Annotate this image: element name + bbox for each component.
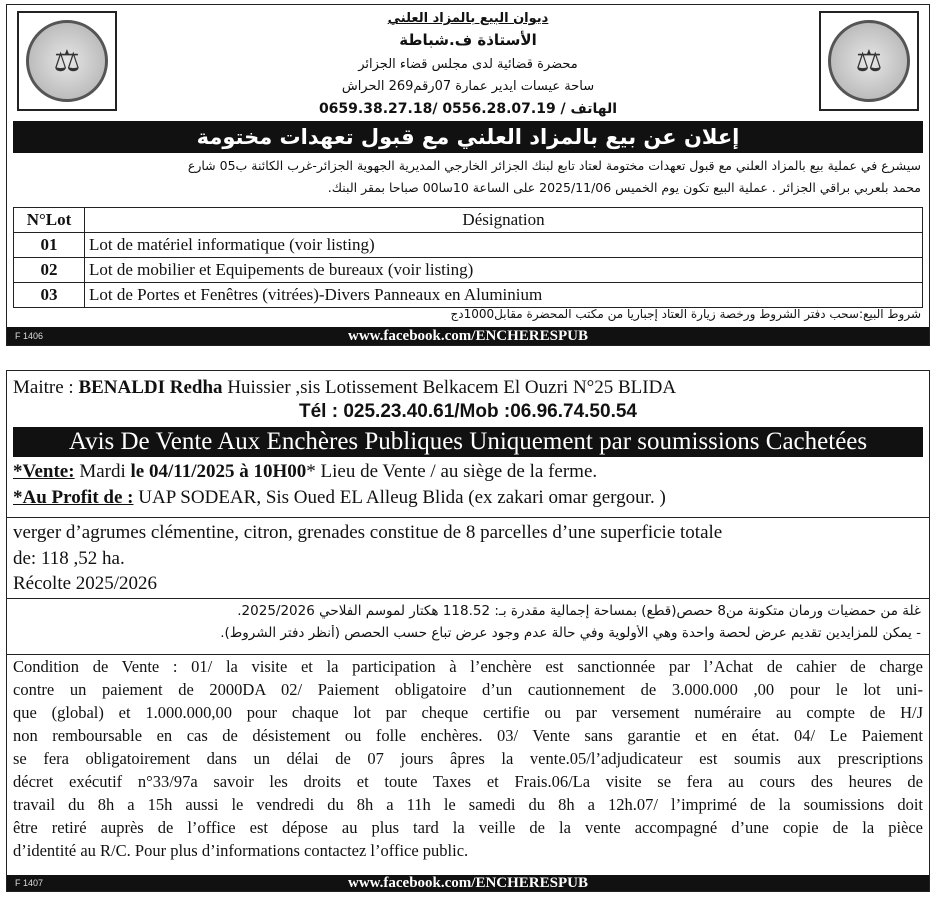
beneficiary-label: *Au Profit de : (13, 487, 134, 508)
description-line: verger d’agrumes clémentine, citron, grenades constitue de 8 parcelles d’une superficie totale (13, 522, 723, 543)
sale-date-line (13, 461, 597, 483)
office-phone: الهاتف / 0556.28.07.19 /0659.38.27.18 (318, 101, 618, 117)
office-address: ساحة عيسات ايدير عمارة 07رقم269 الحراش (341, 79, 595, 94)
column-header-designation: Désignation (85, 208, 923, 233)
arabic-description-box (7, 599, 929, 655)
condition-line: être retiré auprès de l’office est dépose au plus tard la veille de la vente accompagné d’une copie de la pièce (13, 818, 923, 837)
description-line: de: 118 ,52 ha. (13, 548, 125, 569)
auction-notice-2 (6, 370, 930, 892)
notice-banner-title: Avis De Vente Aux Enchères Publiques Uniquement par soumissions Cachetées (13, 427, 923, 457)
condition-line: que (global) et 1.000.000,00 pour chaque lot par cheque certifie ou par versement numéraire au compte de H/J (13, 703, 923, 722)
auction-notice-1 (6, 4, 930, 346)
lot-designation: Lot de mobilier et Equipements de bureaux (voir listing) (85, 258, 923, 283)
maitre-prefix: Maitre : (13, 377, 79, 398)
table-header-row (14, 208, 923, 233)
lot-designation: Lot de matériel informatique (voir listing) (85, 233, 923, 258)
condition-line: décret exécutif n°33/97a savoir les droits et toute Taxes et Frais.06/La visite se fera au cours des heures de (13, 772, 923, 791)
bailiff-name: BENALDI Redha (78, 377, 223, 398)
lot-number: 01 (14, 233, 85, 258)
condition-line: travail du 8h a 15h aussi le vendredi du 8h a 11h le samedi du 8h a 12h.07/ l’imprimé de la soumissions doit (13, 795, 923, 814)
lot-designation: Lot de Portes et Fenêtres (vitrées)-Divers Panneaux en Aluminium (85, 283, 923, 308)
table-row (14, 233, 923, 258)
lot-number: 02 (14, 258, 85, 283)
notice-body-line: محمد بلعربي براقي الجزائر . عملية البيع تكون يوم الخميس 2025/11/06 على الساعة 10سا00 صباحا بمقر البنك. (327, 180, 921, 195)
footer-facebook-link[interactable]: www.facebook.com/ENCHERESPUB (7, 875, 929, 891)
condition-line: se fera obligatoirement dans un délai de 07 jours âpres la vente.05/l’adjudicateur est soumis aux prescriptions (13, 749, 923, 768)
scales-of-justice-seal-icon: ⚖ (819, 11, 919, 111)
sale-day: Mardi (74, 461, 131, 482)
ad-code: F 1407 (15, 878, 44, 888)
lot-description-box (7, 517, 929, 599)
ad-code: F 1406 (15, 331, 44, 341)
beneficiary-text: UAP SODEAR, Sis Oued EL Alleug Blida (ex zakari omar gergour. ) (133, 487, 666, 508)
arabic-description-line: غلة من حمضيات ورمان متكونة من8 حصص(قطع) بمساحة إجمالية مقدرة بـ: 118.52 هكتار لموسم الفلاحي 2025/2026. (237, 603, 921, 619)
condition-line: contre un paiement de 2000DA 02/ Paiement obligatoire d’un cautionnement de 3.000.000 ,00 pour le lot uni- (13, 680, 923, 699)
table-row (14, 283, 923, 308)
notice-banner-title: إعلان عن بيع بالمزاد العلني مع قبول تعهدات مختومة (13, 121, 923, 153)
column-header-lot: N°Lot (14, 208, 85, 233)
arabic-description-line: - يمكن للمزايدين تقديم عرض لحصة واحدة وهي الأولوية وفي حالة عدم وجود عرض تباع حسب الحصص (أنظر دفتر الشروط). (220, 625, 921, 641)
bailiff-phone: Tél : 025.23.40.61/Mob :06.96.74.50.54 (299, 401, 637, 422)
description-line: Récolte 2025/2026 (13, 573, 158, 594)
sale-label: *Vente: (13, 461, 75, 482)
scales-of-justice-seal-icon: ⚖ (17, 11, 117, 111)
sale-terms: شروط البيع:سحب دفتر الشروط ورخصة زيارة العتاد إجباريا من مكتب المحضرة مقابل1000دج (450, 307, 921, 321)
bailiff-name: الأستاذة ف.شباطة (399, 31, 537, 49)
condition-line: Condition de Vente : 01/ la visite et la participation à l’enchère est sanctionnée par l’Achat de cahier de charge (13, 657, 923, 676)
bailiff-address: Huissier ,sis Lotissement Belkacem El Ouzri N°25 BLIDA (222, 377, 677, 398)
sale-datetime: le 04/11/2025 à 10H00 (130, 461, 307, 482)
lots-table (13, 207, 923, 308)
office-name: ديوان البيع بالمزاد العلني (387, 11, 549, 26)
condition-line: d’identité au R/C. Pour plus d’informations contactez l’office public. (13, 841, 469, 860)
lot-number: 03 (14, 283, 85, 308)
bailiff-title: محضرة قضائية لدى مجلس قضاء الجزائر (358, 57, 578, 72)
beneficiary-line (13, 487, 666, 509)
bailiff-line (13, 377, 676, 399)
footer-facebook-link[interactable]: www.facebook.com/ENCHERESPUB (7, 327, 929, 345)
sale-location: * Lieu de Vente / au siège de la ferme. (306, 461, 598, 482)
notice-body-line: سيشرع في عملية بيع بالمزاد العلني مع قبول تعهدات مختومة لعتاد تابع لبنك الجزائر الخارجي المديرية الجهوية الجزائر-غرب الكائنة ب05 شارع (187, 158, 921, 173)
condition-line: non remboursable en cas de désistement ou folle enchères. 03/ Vente sans garantie et en état. 04/ Le Paiement (13, 726, 923, 745)
table-row (14, 258, 923, 283)
